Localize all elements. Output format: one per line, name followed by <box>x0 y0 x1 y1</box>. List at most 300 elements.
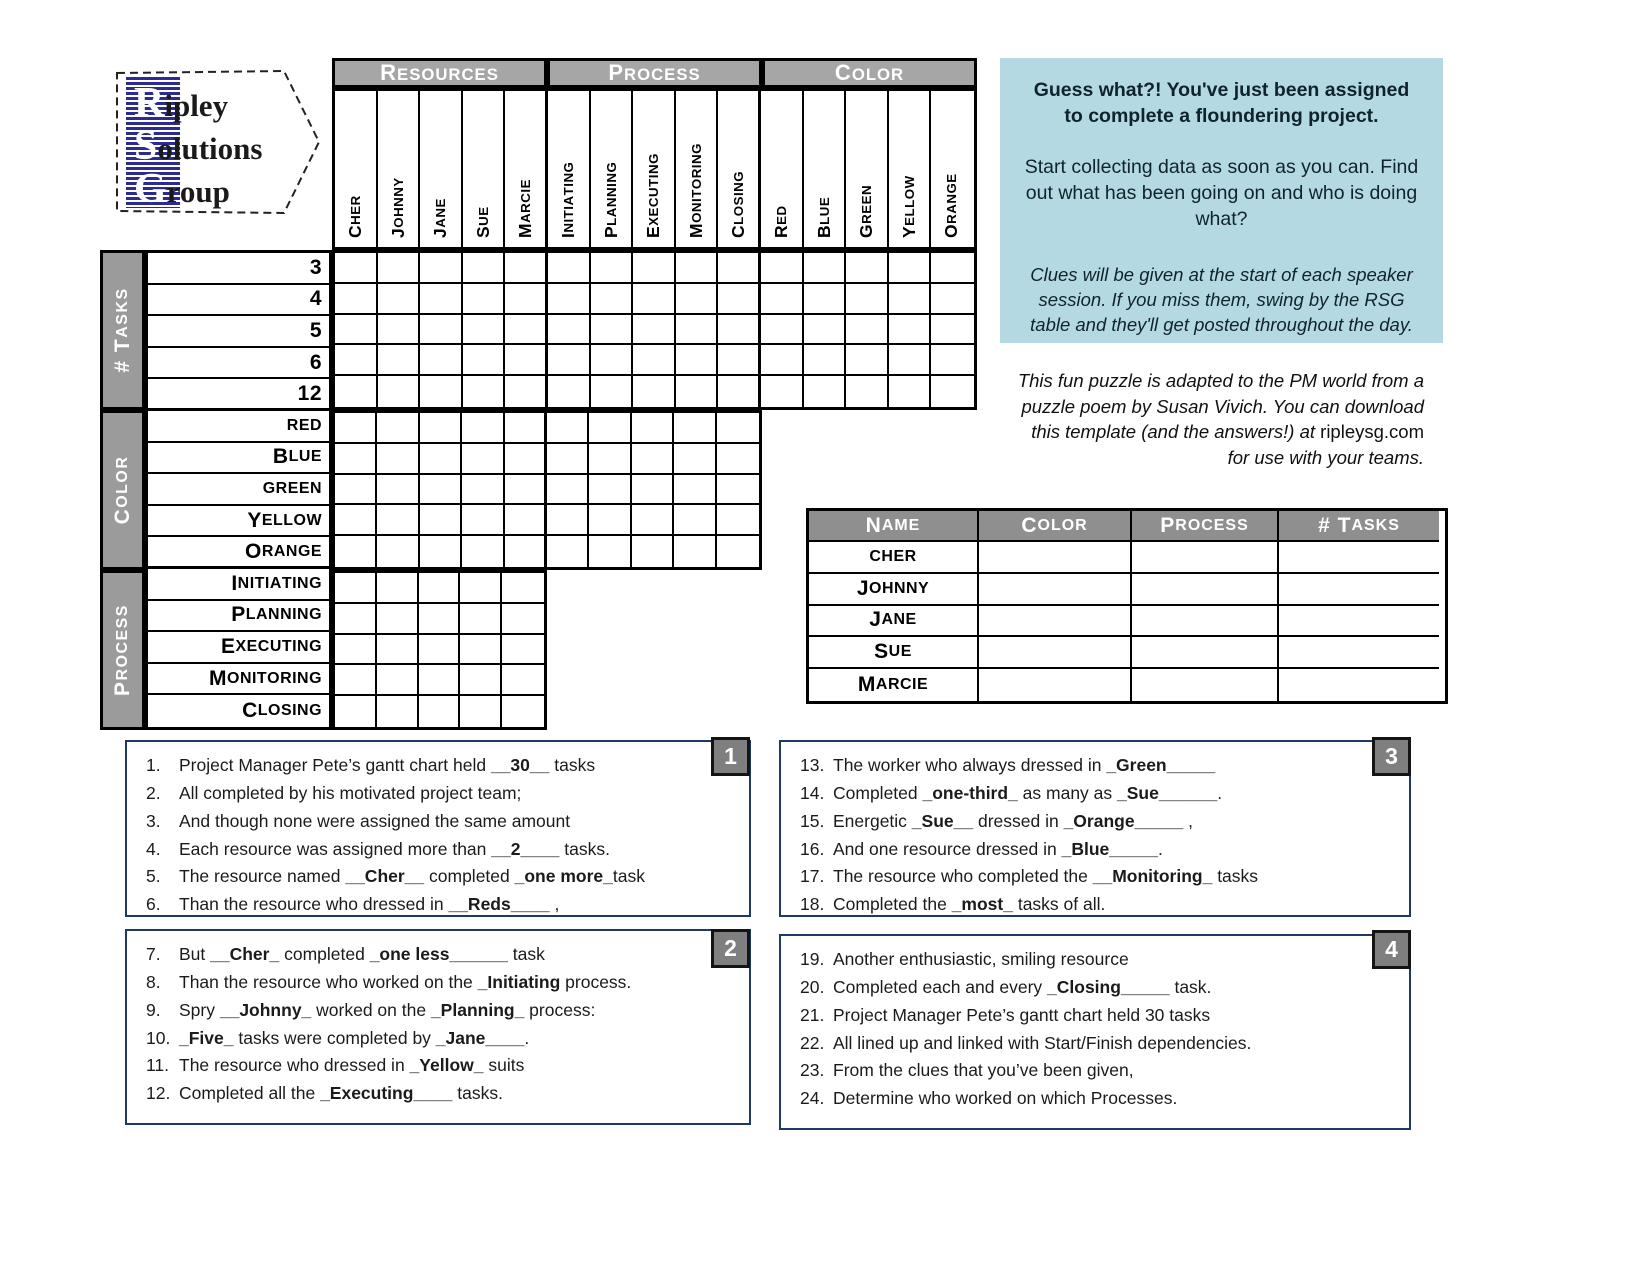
clue-badge-2: 2 <box>711 929 750 968</box>
row-label-executing: E X E C U T I N G <box>148 632 329 664</box>
grid-cell[interactable] <box>505 536 547 567</box>
grid-cell[interactable] <box>420 315 463 346</box>
grid-cell[interactable] <box>633 284 676 315</box>
col-label-cher: C H E R <box>345 195 365 238</box>
logo-word-rest: olutions <box>157 131 263 166</box>
grid-cell[interactable] <box>462 475 504 506</box>
grid-cell[interactable] <box>502 665 544 696</box>
grid-cell[interactable] <box>674 505 716 536</box>
clue-number: 17. <box>800 866 825 887</box>
credit-url: ripleysg.com <box>1320 421 1424 443</box>
grid-block-tasks <box>332 250 977 410</box>
grid-cell[interactable] <box>718 376 761 407</box>
grid-cell[interactable] <box>632 505 674 536</box>
row-label-orange: O R A N G E <box>148 537 329 569</box>
col-label-red: R E D <box>770 205 791 238</box>
clue-line <box>800 783 1401 804</box>
clue-line <box>800 866 1401 887</box>
grid-cell[interactable] <box>674 475 716 506</box>
grid-cell[interactable] <box>591 376 634 407</box>
grid-cell[interactable] <box>377 475 419 506</box>
grid-cell[interactable] <box>889 376 932 407</box>
clue-number: 7. <box>146 944 161 964</box>
grid-cell[interactable] <box>547 505 589 536</box>
clue-number: 4. <box>146 838 161 859</box>
answer-blank-cell[interactable] <box>979 637 1132 669</box>
grid-cell[interactable] <box>462 505 504 536</box>
clue-line <box>146 1083 741 1104</box>
grid-cell[interactable] <box>460 696 502 727</box>
grid-cell[interactable] <box>420 413 462 444</box>
grid-cell[interactable] <box>460 604 502 635</box>
grid-cell[interactable] <box>377 665 419 696</box>
grid-cell[interactable] <box>505 315 548 346</box>
clue-number: 1. <box>146 755 161 775</box>
grid-cell[interactable] <box>761 345 804 376</box>
clue-number: 14. <box>800 782 825 803</box>
clue-text: The resource who dressed in _Yellow_ suits <box>179 1055 525 1076</box>
clue-line <box>146 811 741 832</box>
grid-cell[interactable] <box>547 536 589 567</box>
grid-cell[interactable] <box>804 253 847 284</box>
col-label-cell-orange <box>931 91 974 247</box>
grid-cell[interactable] <box>378 253 421 284</box>
grid-cell[interactable] <box>633 376 676 407</box>
grid-cell[interactable] <box>761 315 804 346</box>
grid-cell[interactable] <box>761 376 804 407</box>
clue-number: 5. <box>146 866 161 887</box>
row-group-label-tasks: # T A S K S <box>110 287 134 373</box>
row-label-initiating: I N I T I A T I N G <box>148 569 329 601</box>
grid-cell[interactable] <box>502 696 544 727</box>
clue-text: And though none were assigned the same amount <box>179 810 571 831</box>
grid-cell[interactable] <box>889 345 932 376</box>
col-group-header-process <box>547 58 762 88</box>
grid-cell[interactable] <box>632 413 674 444</box>
grid-cell[interactable] <box>547 413 589 444</box>
row-label-yellow: Y E L L O W <box>148 506 329 538</box>
col-label-orange: O R A N G E <box>941 173 962 238</box>
grid-cell[interactable] <box>761 284 804 315</box>
clue-number: 12. <box>146 1083 171 1104</box>
grid-cell[interactable] <box>931 284 974 315</box>
clue-number: 15. <box>800 810 825 831</box>
grid-cell[interactable] <box>377 696 419 727</box>
clue-text: And one resource dressed in _Blue_____. <box>833 838 1163 859</box>
grid-cell[interactable] <box>420 536 462 567</box>
col-label-marcie: M A R C I E <box>515 179 536 238</box>
grid-cell[interactable] <box>589 505 631 536</box>
clue-line <box>800 839 1401 860</box>
grid-cell[interactable] <box>548 253 591 284</box>
grid-block-color <box>332 410 762 570</box>
grid-cell[interactable] <box>419 665 461 696</box>
grid-cell[interactable] <box>931 315 974 346</box>
clue-number: 21. <box>800 1004 825 1025</box>
grid-cell[interactable] <box>335 376 378 407</box>
grid-cell[interactable] <box>335 604 377 635</box>
grid-cell[interactable] <box>676 284 719 315</box>
clue-line <box>146 1028 741 1049</box>
grid-cell[interactable] <box>548 376 591 407</box>
grid-cell[interactable] <box>420 475 462 506</box>
grid-cell[interactable] <box>718 345 761 376</box>
grid-cell[interactable] <box>420 444 462 475</box>
grid-cell[interactable] <box>676 315 719 346</box>
clue-number: 13. <box>800 755 825 775</box>
col-label-cell-jane <box>420 91 463 247</box>
clue-line <box>800 894 1401 915</box>
clue-line <box>800 1033 1401 1054</box>
grid-cell[interactable] <box>335 315 378 346</box>
clue-number: 24. <box>800 1088 825 1109</box>
col-label-cell-monitoring <box>676 91 719 247</box>
row-group-header-tasks <box>100 250 145 410</box>
grid-cell[interactable] <box>377 505 419 536</box>
clue-line <box>146 944 741 965</box>
info-box <box>1000 58 1443 343</box>
answer-name-jane: J A N E <box>809 606 979 638</box>
grid-cell[interactable] <box>335 505 377 536</box>
clue-number: 23. <box>800 1060 825 1081</box>
clue-text: The resource who completed the __Monitoring_ tasks <box>833 866 1259 887</box>
clue-line <box>800 977 1401 998</box>
grid-cell[interactable] <box>377 444 419 475</box>
info-body: Start collecting data as soon as you can. Find out what has been going on and who is doing what? <box>1024 155 1419 231</box>
grid-cell[interactable] <box>462 536 504 567</box>
grid-cell[interactable] <box>335 284 378 315</box>
grid-cell[interactable] <box>420 376 463 407</box>
info-heading: Guess what?! You've just been assigned to complete a floundering project. <box>1033 79 1410 128</box>
clue-line <box>800 811 1401 832</box>
answer-blank-cell[interactable] <box>1279 637 1439 669</box>
grid-cell[interactable] <box>846 345 889 376</box>
clue-number: 22. <box>800 1032 825 1053</box>
grid-cell[interactable] <box>335 536 377 567</box>
col-label-cell-executing <box>633 91 676 247</box>
clue-text: All completed by his motivated project team; <box>179 782 522 803</box>
grid-cell[interactable] <box>335 665 377 696</box>
grid-cell[interactable] <box>676 376 719 407</box>
answer-blank-cell[interactable] <box>1132 669 1279 701</box>
grid-cell[interactable] <box>420 505 462 536</box>
grid-cell[interactable] <box>460 573 502 604</box>
clue-number: 2. <box>146 782 161 803</box>
col-label-green: G R E E N <box>856 184 877 238</box>
clue-text: The worker who always dressed in _Green_____ <box>833 755 1216 775</box>
col-group-header-resources <box>332 58 547 88</box>
grid-cell[interactable] <box>591 315 634 346</box>
col-label-cell-red <box>761 91 804 247</box>
grid-cell[interactable] <box>718 315 761 346</box>
grid-cell[interactable] <box>505 284 548 315</box>
grid-cell[interactable] <box>378 376 421 407</box>
grid-cell[interactable] <box>889 253 932 284</box>
grid-cell[interactable] <box>761 253 804 284</box>
grid-cell[interactable] <box>674 536 716 567</box>
clue-badge-3: 3 <box>1372 737 1411 776</box>
grid-cell[interactable] <box>505 253 548 284</box>
grid-cell[interactable] <box>419 696 461 727</box>
answer-name-cher: C H E R <box>809 542 979 574</box>
grid-cell[interactable] <box>335 573 377 604</box>
clue-text: Determine who worked on which Processes. <box>833 1088 1178 1109</box>
col-label-executing: E X E C U T I N G <box>643 153 664 238</box>
clue-number: 6. <box>146 894 161 915</box>
answer-table-header-name: N A M E <box>809 511 979 542</box>
answer-name-sue: S U E <box>809 637 979 669</box>
answer-table-header-process: P R O C E S S <box>1132 511 1279 542</box>
grid-cell[interactable] <box>804 284 847 315</box>
grid-cell[interactable] <box>463 284 506 315</box>
credit-note <box>1016 368 1424 470</box>
row-group-label-process: P R O C E S S <box>110 604 134 696</box>
logo-word-rest: roup <box>166 174 230 209</box>
answer-blank-cell[interactable] <box>979 606 1132 638</box>
row-label-red: R E D <box>148 411 329 443</box>
grid-cell[interactable] <box>717 444 759 475</box>
clue-line <box>146 1000 741 1021</box>
grid-cell[interactable] <box>505 505 547 536</box>
grid-cell[interactable] <box>632 444 674 475</box>
clue-text: But __Cher_ completed _one less______ task <box>179 944 545 964</box>
logo-initial: S <box>134 123 158 169</box>
grid-cell[interactable] <box>420 284 463 315</box>
clue-text: Completed the _most_ tasks of all. <box>833 894 1106 915</box>
grid-cell[interactable] <box>889 315 932 346</box>
row-group-header-process <box>100 570 145 730</box>
grid-cell[interactable] <box>591 253 634 284</box>
col-label-sue: S U E <box>472 206 493 238</box>
grid-cell[interactable] <box>633 253 676 284</box>
answer-blank-cell[interactable] <box>1132 574 1279 606</box>
grid-cell[interactable] <box>335 475 377 506</box>
grid-cell[interactable] <box>633 345 676 376</box>
clue-line <box>146 755 741 776</box>
col-label-cell-sue <box>463 91 506 247</box>
clue-line <box>800 949 1401 970</box>
grid-cell[interactable] <box>502 635 544 666</box>
clue-text: Spry __Johnny_ worked on the _Planning_ process: <box>179 999 596 1020</box>
col-label-cell-initiating <box>548 91 591 247</box>
clue-box-2 <box>125 929 751 1125</box>
clue-line <box>146 972 741 993</box>
row-label-planning: P L A N N I N G <box>148 601 329 633</box>
grid-cell[interactable] <box>548 315 591 346</box>
grid-cell[interactable] <box>505 475 547 506</box>
col-label-blue: B L U E <box>813 196 834 238</box>
grid-cell[interactable] <box>717 413 759 444</box>
row-label-5: 5 <box>148 316 329 348</box>
grid-cell[interactable] <box>889 284 932 315</box>
answer-name-johnny: J O H N N Y <box>809 574 979 606</box>
grid-cell[interactable] <box>377 604 419 635</box>
clue-text: _Five_ tasks were completed by _Jane____. <box>179 1027 530 1048</box>
answer-blank-cell[interactable] <box>1279 606 1439 638</box>
grid-cell[interactable] <box>591 345 634 376</box>
clue-number: 16. <box>800 838 825 859</box>
col-label-cell-johnny <box>378 91 421 247</box>
logo-initial: R <box>134 80 165 126</box>
clue-text: Project Manager Pete’s gantt chart held __30__ tasks <box>179 755 596 775</box>
col-group-label: COLOR <box>834 60 905 85</box>
clue-text: Than the resource who worked on the _Initiating process. <box>179 971 632 992</box>
grid-cell[interactable] <box>335 635 377 666</box>
grid-cell[interactable] <box>674 444 716 475</box>
col-label-closing: C L O S I N G <box>728 170 749 238</box>
grid-cell[interactable] <box>419 604 461 635</box>
info-note: Clues will be given at the start of each speaker session. If you miss them, swing by the RSG table and they'll get posted throughout the day. <box>1030 263 1413 335</box>
row-label-green: G R E E N <box>148 474 329 506</box>
clue-number: 18. <box>800 894 825 915</box>
grid-cell[interactable] <box>377 635 419 666</box>
answer-blank-cell[interactable] <box>1132 606 1279 638</box>
credit-text: This fun puzzle is adapted to the PM world from a puzzle poem by Susan Vivich. You can download this template (and the answers!) at <box>1017 370 1424 443</box>
logo-word-rest: ipley <box>164 88 229 123</box>
grid-cell[interactable] <box>460 635 502 666</box>
grid-cell[interactable] <box>591 284 634 315</box>
grid-cell[interactable] <box>846 284 889 315</box>
col-label-monitoring: M O N I T O R I N G <box>685 143 706 238</box>
clue-number: 19. <box>800 949 825 969</box>
answer-blank-cell[interactable] <box>979 542 1132 574</box>
grid-cell[interactable] <box>335 345 378 376</box>
col-label-cell-cher <box>335 91 378 247</box>
clue-number: 20. <box>800 976 825 997</box>
grid-cell[interactable] <box>505 413 547 444</box>
grid-cell[interactable] <box>548 345 591 376</box>
grid-cell[interactable] <box>589 413 631 444</box>
clue-text: Than the resource who dressed in __Reds____ , <box>179 894 560 915</box>
answer-blank-cell[interactable] <box>979 574 1132 606</box>
grid-cell[interactable] <box>419 573 461 604</box>
grid-cell[interactable] <box>419 635 461 666</box>
grid-cell[interactable] <box>674 413 716 444</box>
clue-badge-1: 1 <box>711 737 750 776</box>
clue-text: Project Manager Pete’s gantt chart held 30 tasks <box>833 1004 1211 1025</box>
grid-cell[interactable] <box>632 536 674 567</box>
grid-cell[interactable] <box>335 444 377 475</box>
clue-box-3 <box>779 740 1411 917</box>
grid-cell[interactable] <box>717 475 759 506</box>
grid-cell[interactable] <box>931 345 974 376</box>
grid-cell[interactable] <box>502 573 544 604</box>
row-label-4: 4 <box>148 285 329 317</box>
credit-text: for use with your teams. <box>1227 446 1424 468</box>
grid-cell[interactable] <box>377 536 419 567</box>
grid-cell[interactable] <box>377 573 419 604</box>
grid-cell[interactable] <box>378 345 421 376</box>
answer-blank-cell[interactable] <box>1132 542 1279 574</box>
grid-cell[interactable] <box>462 444 504 475</box>
grid-cell[interactable] <box>632 475 674 506</box>
grid-cell[interactable] <box>335 696 377 727</box>
answer-blank-cell[interactable] <box>1279 669 1439 701</box>
grid-cell[interactable] <box>505 345 548 376</box>
grid-block-process <box>332 570 547 730</box>
grid-cell[interactable] <box>717 505 759 536</box>
grid-cell[interactable] <box>378 315 421 346</box>
answer-blank-cell[interactable] <box>1279 574 1439 606</box>
grid-cell[interactable] <box>378 284 421 315</box>
col-label-cell-closing <box>718 91 761 247</box>
grid-cell[interactable] <box>547 475 589 506</box>
logo-initial: G <box>134 166 167 212</box>
grid-cell[interactable] <box>505 444 547 475</box>
clue-box-4 <box>779 934 1411 1130</box>
grid-cell[interactable] <box>547 444 589 475</box>
grid-cell[interactable] <box>589 536 631 567</box>
grid-cell[interactable] <box>463 315 506 346</box>
col-label-cell-yellow <box>889 91 932 247</box>
col-group-label: RESOURCES <box>380 60 499 85</box>
col-label-cell-blue <box>804 91 847 247</box>
grid-cell[interactable] <box>804 376 847 407</box>
grid-cell[interactable] <box>335 253 378 284</box>
grid-cell[interactable] <box>460 665 502 696</box>
grid-cell[interactable] <box>589 475 631 506</box>
column-labels-row <box>332 88 977 250</box>
grid-cell[interactable] <box>462 413 504 444</box>
clue-text: The resource named __Cher__ completed _one more_task <box>179 866 645 887</box>
clue-line <box>800 1088 1401 1109</box>
answer-blank-cell[interactable] <box>1279 542 1439 574</box>
grid-cell[interactable] <box>463 253 506 284</box>
grid-cell[interactable] <box>718 253 761 284</box>
grid-cell[interactable] <box>804 315 847 346</box>
clue-text: From the clues that you’ve been given, <box>833 1060 1134 1081</box>
row-labels-column <box>145 250 332 730</box>
grid-cell[interactable] <box>931 376 974 407</box>
grid-cell[interactable] <box>676 345 719 376</box>
grid-cell[interactable] <box>846 315 889 346</box>
col-label-johnny: J O H N N Y <box>387 177 408 238</box>
clue-line <box>800 755 1401 776</box>
grid-cell[interactable] <box>846 376 889 407</box>
grid-cell[interactable] <box>717 536 759 567</box>
grid-cell[interactable] <box>420 253 463 284</box>
col-label-initiating: I N I T I A T I N G <box>557 161 578 238</box>
answer-blank-cell[interactable] <box>979 669 1132 701</box>
col-label-jane: J A N E <box>430 198 451 238</box>
grid-cell[interactable] <box>931 253 974 284</box>
grid-cell[interactable] <box>633 315 676 346</box>
grid-cell[interactable] <box>548 284 591 315</box>
clue-text: Another enthusiastic, smiling resource <box>833 949 1129 969</box>
grid-cell[interactable] <box>676 253 719 284</box>
grid-cell[interactable] <box>846 253 889 284</box>
grid-cell[interactable] <box>589 444 631 475</box>
col-label-cell-planning <box>591 91 634 247</box>
grid-cell[interactable] <box>505 376 548 407</box>
grid-cell[interactable] <box>335 413 377 444</box>
answer-blank-cell[interactable] <box>1132 637 1279 669</box>
grid-cell[interactable] <box>463 376 506 407</box>
clue-badge-4: 4 <box>1372 930 1411 969</box>
clue-text: Each resource was assigned more than __2____ tasks. <box>179 838 610 859</box>
grid-cell[interactable] <box>377 413 419 444</box>
clue-line <box>146 783 741 804</box>
clue-line <box>146 1055 741 1076</box>
grid-cell[interactable] <box>718 284 761 315</box>
grid-cell[interactable] <box>502 604 544 635</box>
col-group-label: PROCESS <box>608 60 701 85</box>
grid-cell[interactable] <box>420 345 463 376</box>
row-group-label-color: C O L O R <box>110 455 134 525</box>
grid-cell[interactable] <box>804 345 847 376</box>
grid-cell[interactable] <box>463 345 506 376</box>
row-label-12: 12 <box>148 379 329 411</box>
